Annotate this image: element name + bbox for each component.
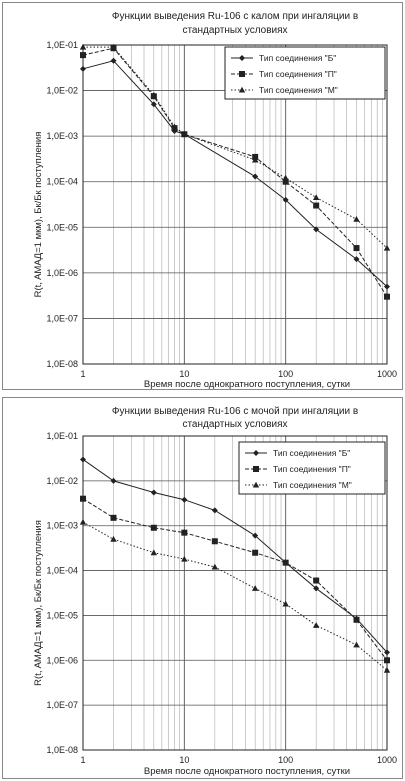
y-tick-label: 1,0E-04 <box>46 176 78 187</box>
x-tick-label: 100 <box>278 369 294 379</box>
data-point <box>283 560 289 566</box>
y-tick-label: 1,0E-05 <box>46 610 78 621</box>
y-tick-label: 1,0E-05 <box>46 222 78 233</box>
y-tick-label: 1,0E-08 <box>46 745 78 755</box>
x-tick-label: 1 <box>80 369 86 379</box>
y-tick-label: 1,0E-03 <box>46 520 78 531</box>
legend-marker <box>253 466 259 472</box>
chart-panel-urine <box>2 397 403 779</box>
y-tick-label: 1,0E-01 <box>46 431 78 441</box>
x-tick-label: 100 <box>278 755 294 765</box>
data-point <box>384 294 390 300</box>
x-tick-label: 1 <box>80 755 86 765</box>
chart-panel-feces <box>2 2 403 390</box>
legend-label: Тип соединения "Б" <box>273 448 351 458</box>
data-point <box>353 245 359 251</box>
y-tick-label: 1,0E-07 <box>46 313 78 324</box>
x-tick-label: 1000 <box>376 755 398 765</box>
x-tick-label: 10 <box>179 369 190 379</box>
y-axis-label: R(t, AMAД=1 мкм), Бк/Бк поступления <box>33 131 44 298</box>
data-point <box>151 525 157 531</box>
legend-marker <box>239 71 245 77</box>
chart-title-line2: стандартных условиях <box>182 25 288 36</box>
y-tick-label: 1,0E-02 <box>46 475 78 486</box>
y-tick-label: 1,0E-04 <box>46 565 78 576</box>
y-tick-label: 1,0E-08 <box>46 359 78 369</box>
legend-label: Тип соединения "М" <box>259 85 338 95</box>
x-axis-label: Время после однократного поступления, сутки <box>143 766 351 777</box>
x-tick-label: 1000 <box>376 369 398 379</box>
chart-urine <box>3 398 402 778</box>
data-point <box>80 52 86 58</box>
legend-label: Тип соединения "П" <box>273 464 351 474</box>
data-point <box>111 515 117 521</box>
data-point <box>313 578 319 584</box>
y-tick-label: 1,0E-07 <box>46 700 78 711</box>
legend-label: Тип соединения "Б" <box>259 53 337 63</box>
x-tick-label: 10 <box>179 755 190 765</box>
legend <box>239 442 385 494</box>
y-tick-label: 1,0E-06 <box>46 267 78 278</box>
y-tick-label: 1,0E-02 <box>46 85 78 96</box>
chart-title-line2: стандартных условиях <box>182 419 288 430</box>
y-axis-label: R(t, AMAД=1 мкм), Бк/Бк поступления <box>33 520 44 686</box>
chart-feces <box>3 3 402 389</box>
data-point <box>80 496 86 502</box>
data-point <box>313 203 319 209</box>
chart-title-line1: Функции выведения Ru-106 с калом при ингаляции в <box>111 11 359 22</box>
y-tick-label: 1,0E-06 <box>46 655 78 666</box>
data-point <box>181 530 187 536</box>
data-point <box>212 538 218 544</box>
chart-title-line1: Функции выведения Ru-106 с мочой при ингаляции в <box>111 406 359 417</box>
legend <box>225 47 385 99</box>
data-point <box>353 617 359 623</box>
x-axis-label: Время после однократного поступления, сутки <box>143 379 351 389</box>
y-tick-label: 1,0E-03 <box>46 131 78 142</box>
legend-label: Тип соединения "П" <box>259 69 337 79</box>
y-tick-label: 1,0E-01 <box>46 40 78 50</box>
data-point <box>384 657 390 663</box>
legend-label: Тип соединения "М" <box>273 480 352 490</box>
data-point <box>252 550 258 556</box>
